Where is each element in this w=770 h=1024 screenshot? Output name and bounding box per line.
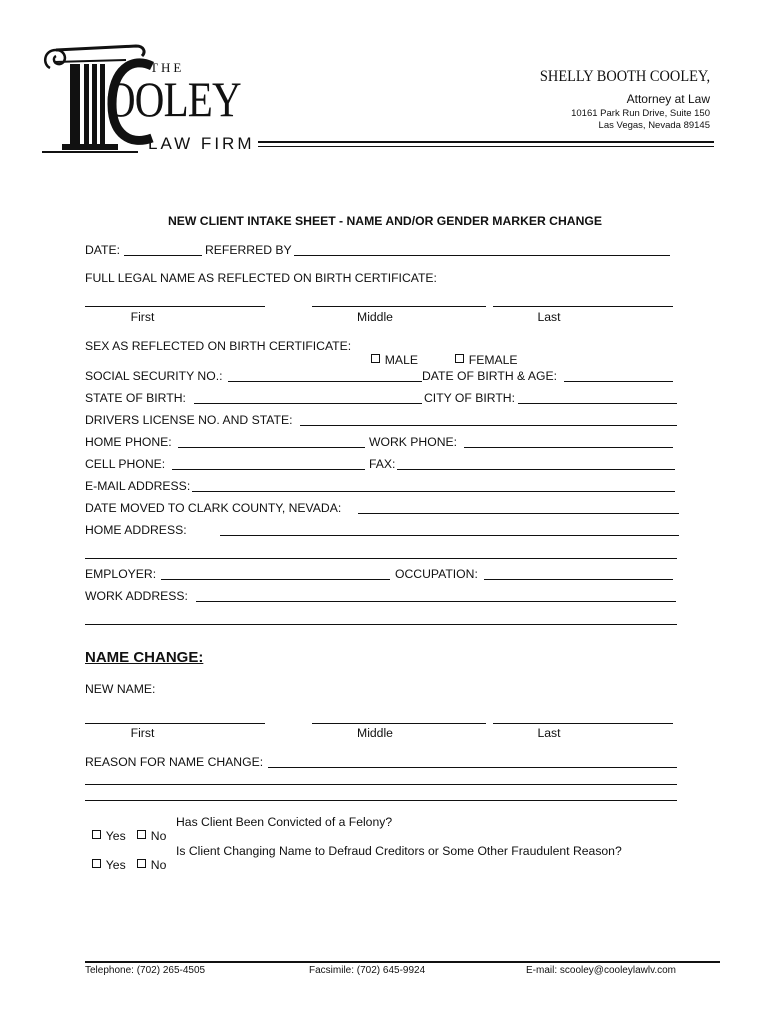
male-option[interactable] [364, 339, 418, 367]
first-caption: First [130, 310, 155, 324]
reason-field-3[interactable] [85, 788, 677, 801]
footer-facsimile: Facsimile: (702) 645-9924 [309, 965, 426, 976]
logo-ooley: OOLEY [106, 71, 241, 127]
dl-field[interactable] [300, 413, 677, 426]
new-last-caption: Last [537, 726, 561, 740]
email-label: E-MAIL ADDRESS: [85, 479, 191, 493]
last-name-field[interactable] [493, 294, 673, 307]
fraud-yes-option[interactable] [85, 844, 126, 872]
male-checkbox[interactable] [371, 354, 380, 363]
sex-label: SEX AS REFLECTED ON BIRTH CERTIFICATE: [85, 339, 352, 353]
work-phone-label: WORK PHONE: [369, 435, 458, 449]
new-name-label: NEW NAME: [85, 682, 156, 696]
felony-yes-option[interactable] [85, 815, 126, 843]
work-address-field-2[interactable] [85, 612, 677, 625]
female-option[interactable] [448, 339, 518, 367]
fraud-no-option[interactable] [130, 844, 166, 872]
dl-label: DRIVERS LICENSE NO. AND STATE: [85, 413, 293, 427]
occupation-field[interactable] [484, 567, 673, 580]
footer-rule [85, 961, 720, 963]
date-moved-label: DATE MOVED TO CLARK COUNTY, NEVADA: [85, 501, 342, 515]
city-birth-field[interactable] [518, 391, 677, 404]
home-address-field-2[interactable] [85, 546, 677, 559]
dob-field[interactable] [564, 369, 673, 382]
fraud-yes-checkbox[interactable] [92, 859, 101, 868]
occupation-label: OCCUPATION: [395, 567, 478, 581]
fraud-question: Is Client Changing Name to Defraud Creditors or Some Other Fraudulent Reason? [176, 844, 622, 858]
felony-no-option[interactable] [130, 815, 166, 843]
address-line2: Las Vegas, Nevada 89145 [598, 120, 710, 131]
male-text: MALE [384, 353, 418, 367]
city-birth-label: CITY OF BIRTH: [424, 391, 515, 405]
footer-email[interactable]: E-mail: scooley@cooleylawlv.com [526, 965, 677, 976]
reason-field[interactable] [268, 755, 677, 768]
new-last-name-field[interactable] [493, 711, 673, 724]
female-checkbox[interactable] [455, 354, 464, 363]
home-address-field[interactable] [220, 523, 679, 536]
felony-no-text: No [150, 829, 167, 843]
logo-law-firm: LAW FIRM [148, 134, 255, 153]
new-middle-name-field[interactable] [312, 711, 486, 724]
work-address-field[interactable] [196, 589, 676, 602]
referred-field[interactable] [294, 243, 670, 256]
ssn-label: SOCIAL SECURITY NO.: [85, 369, 223, 383]
attorney-title: Attorney at Law [626, 92, 710, 106]
form-title: NEW CLIENT INTAKE SHEET - NAME AND/OR GENDER MARKER CHANGE [167, 214, 602, 228]
firm-logo [40, 38, 265, 156]
felony-no-checkbox[interactable] [137, 830, 146, 839]
employer-field[interactable] [161, 567, 390, 580]
employer-label: EMPLOYER: [85, 567, 157, 581]
work-phone-field[interactable] [464, 435, 673, 448]
cell-phone-label: CELL PHONE: [85, 457, 166, 471]
work-address-label: WORK ADDRESS: [85, 589, 188, 603]
home-phone-field[interactable] [178, 435, 365, 448]
new-first-name-field[interactable] [85, 711, 265, 724]
state-birth-label: STATE OF BIRTH: [85, 391, 186, 405]
felony-question: Has Client Been Convicted of a Felony? [176, 815, 393, 829]
date-label: DATE: [85, 243, 120, 257]
header-rule [258, 141, 714, 147]
attorney-name: SHELLY BOOTH COOLEY, [539, 68, 710, 85]
reason-label: REASON FOR NAME CHANGE: [85, 755, 264, 769]
first-name-field[interactable] [85, 294, 265, 307]
logo-the: THE [150, 60, 185, 75]
reason-field-2[interactable] [85, 772, 677, 785]
date-moved-field[interactable] [358, 501, 679, 514]
home-phone-label: HOME PHONE: [85, 435, 172, 449]
fraud-no-text: No [150, 858, 167, 872]
last-caption: Last [537, 310, 561, 324]
fax-field[interactable] [397, 457, 675, 470]
email-field[interactable] [192, 479, 675, 492]
home-address-label: HOME ADDRESS: [85, 523, 187, 537]
new-first-caption: First [130, 726, 155, 740]
felony-yes-text: Yes [105, 829, 126, 843]
cell-phone-field[interactable] [172, 457, 365, 470]
name-change-heading: NAME CHANGE: [85, 649, 204, 666]
address-line1: 10161 Park Run Drive, Suite 150 [571, 108, 710, 119]
felony-yes-checkbox[interactable] [92, 830, 101, 839]
footer-telephone: Telephone: (702) 265-4505 [85, 965, 206, 976]
date-field[interactable] [124, 243, 202, 256]
fax-label: FAX: [369, 457, 396, 471]
state-birth-field[interactable] [194, 391, 422, 404]
middle-name-field[interactable] [312, 294, 486, 307]
attorney-block [521, 68, 710, 131]
dob-label: DATE OF BIRTH & AGE: [422, 369, 557, 383]
referred-label: REFERRED BY [205, 243, 292, 257]
full-legal-name-label: FULL LEGAL NAME AS REFLECTED ON BIRTH CERTIFICATE: [85, 271, 437, 285]
fraud-no-checkbox[interactable] [137, 859, 146, 868]
fraud-yes-text: Yes [105, 858, 126, 872]
female-text: FEMALE [468, 353, 518, 367]
ssn-field[interactable] [228, 369, 422, 382]
new-middle-caption: Middle [357, 726, 393, 740]
middle-caption: Middle [357, 310, 393, 324]
